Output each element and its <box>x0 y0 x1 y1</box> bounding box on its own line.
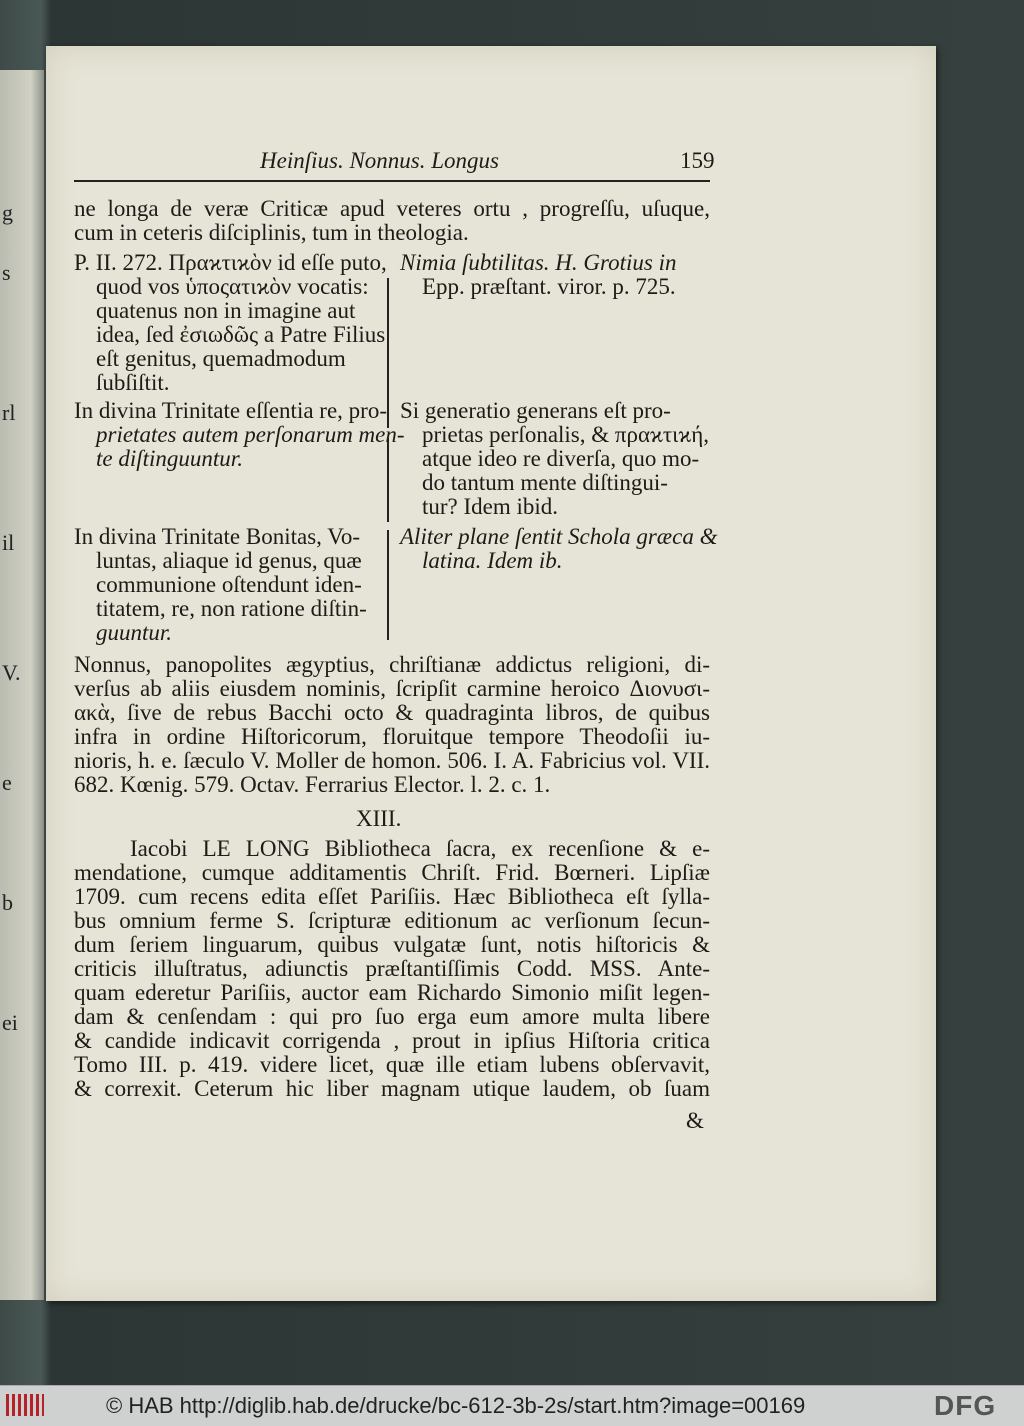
column-rule <box>387 530 389 640</box>
table-cell-right: tur? Idem ibid. <box>422 494 559 519</box>
catchword: & <box>686 1108 704 1133</box>
source-url[interactable]: © HAB http://diglib.hab.de/drucke/bc-612-3b-2s/start.htm?image=00169 <box>106 1393 806 1418</box>
book-page <box>46 46 936 1301</box>
table-cell-left: guuntur. <box>96 620 173 645</box>
table-cell-right: Epp. præſtant. viror. p. 725. <box>422 274 676 299</box>
hab-logo-icon <box>6 1394 44 1416</box>
table-cell-left: In divina Trinitate eſſentia re, pro- <box>74 398 387 423</box>
text-line: bus omnium ferme S. ſcripturæ editionum ac verſionum ſecun- <box>74 908 710 933</box>
table-cell-left: quod vos ὑποςατιϰὸν vocatis: <box>96 274 369 299</box>
table-cell-left: idea, ſed ἐσιωδῶς a Patre Filius <box>96 322 386 347</box>
section-number: XIII. <box>356 806 402 831</box>
text-line: Iacobi LE LONG Bibliotheca ſacra, ex recenſione & e- <box>130 836 710 861</box>
text-line: 1709. cum recens edita eſſet Pariſiis. Hæc Bibliotheca eſt ſylla- <box>74 884 710 909</box>
table-cell-right: latina. Idem ib. <box>422 548 563 573</box>
text-line: & candide indicavit corrigenda , prout in ipſius Hiſtoria critica <box>74 1028 710 1053</box>
table-cell-left: communione oſtendunt iden- <box>96 572 362 597</box>
text-line: cum in ceteris diſciplinis, tum in theologia. <box>74 220 469 245</box>
running-title: Heinſius. Nonnus. Longus <box>260 148 499 173</box>
table-cell-right: atque ideo re diverſa, quo mo- <box>422 446 700 471</box>
table-cell-right: Si generatio generans eſt pro- <box>400 398 671 423</box>
text-line: Nonnus, panopolites ægyptius, chriſtianæ addictus religioni, di- <box>74 652 710 677</box>
table-cell-left: In divina Trinitate Bonitas, Vo- <box>74 524 361 549</box>
table-cell-left: prietates autem perſonarum men- <box>96 422 405 447</box>
text-line: quam ederetur Pariſiis, auctor eam Richardo Simonio miſit legen- <box>74 980 710 1005</box>
text-line: criticis illuſtratus, adiunctis præſtantiſſimis Codd. MSS. Ante- <box>74 956 710 981</box>
column-rule <box>387 438 389 522</box>
text-line: 682. Kœnig. 579. Octav. Ferrarius Elector. l. 2. c. 1. <box>74 772 551 797</box>
previous-page-edge: g s rl il V. e b ei <box>0 70 44 1300</box>
footer-bar <box>0 1385 1024 1426</box>
text-line: infra in ordine Hiſtoricorum, floruitque tempore Theodoſii iu- <box>74 724 710 749</box>
text-line: mendatione, cumque additamentis Chriſt. Frid. Bœrneri. Lipſiæ <box>74 860 710 885</box>
table-cell-left: titatem, re, non ratione diſtin- <box>96 596 367 621</box>
column-rule <box>387 278 389 428</box>
text-line: ne longa de veræ Criticæ apud veteres ortu , progreſſu, uſuque, <box>74 196 710 221</box>
table-cell-right: prietas perſonalis, & πραϰτιϰή, <box>422 422 710 447</box>
table-cell-right: Nimia ſubtilitas. H. Grotius in <box>400 250 677 275</box>
table-cell-left: ſubſiſtit. <box>96 370 170 395</box>
table-cell-left: quatenus non in imagine aut <box>96 298 356 323</box>
text-line: verſus ab aliis eiusdem nominis, ſcripſit carmine heroico Διονυσι- <box>74 676 710 701</box>
text-line: nioris, h. e. ſæculo V. Moller de homon. 506. I. A. Fabricius vol. VII. <box>74 748 710 773</box>
header-rule <box>74 180 710 182</box>
page-number: 159 <box>680 148 715 173</box>
text-line: dum ſeriem linguarum, quibus vulgatæ ſunt, notis hiſtoricis & <box>74 932 710 957</box>
table-cell-left: P. II. 272. Πραϰτιϰὸν id eſſe puto, <box>74 250 387 275</box>
text-line: Tomo III. p. 419. videre licet, quæ ille etiam lubens obſervavit, <box>74 1052 710 1077</box>
table-cell-left: luntas, aliaque id genus, quæ <box>96 548 362 573</box>
dfg-logo: DFG <box>934 1390 997 1421</box>
text-line: dam & cenſendam : qui pro ſuo erga eum amore multa libere <box>74 1004 710 1029</box>
text-line: ακὰ, ſive de rebus Bacchi octo & quadraginta libros, de quibus <box>74 700 710 725</box>
text-line: & correxit. Ceterum hic liber magnam utique laudem, ob ſuam <box>74 1076 710 1101</box>
table-cell-left: eſt genitus, quemadmodum <box>96 346 346 371</box>
table-cell-right: do tantum mente diſtingui- <box>422 470 668 495</box>
table-cell-left: te diſtinguuntur. <box>96 446 243 471</box>
table-cell-right: Aliter plane ſentit Schola græca & <box>400 524 718 549</box>
